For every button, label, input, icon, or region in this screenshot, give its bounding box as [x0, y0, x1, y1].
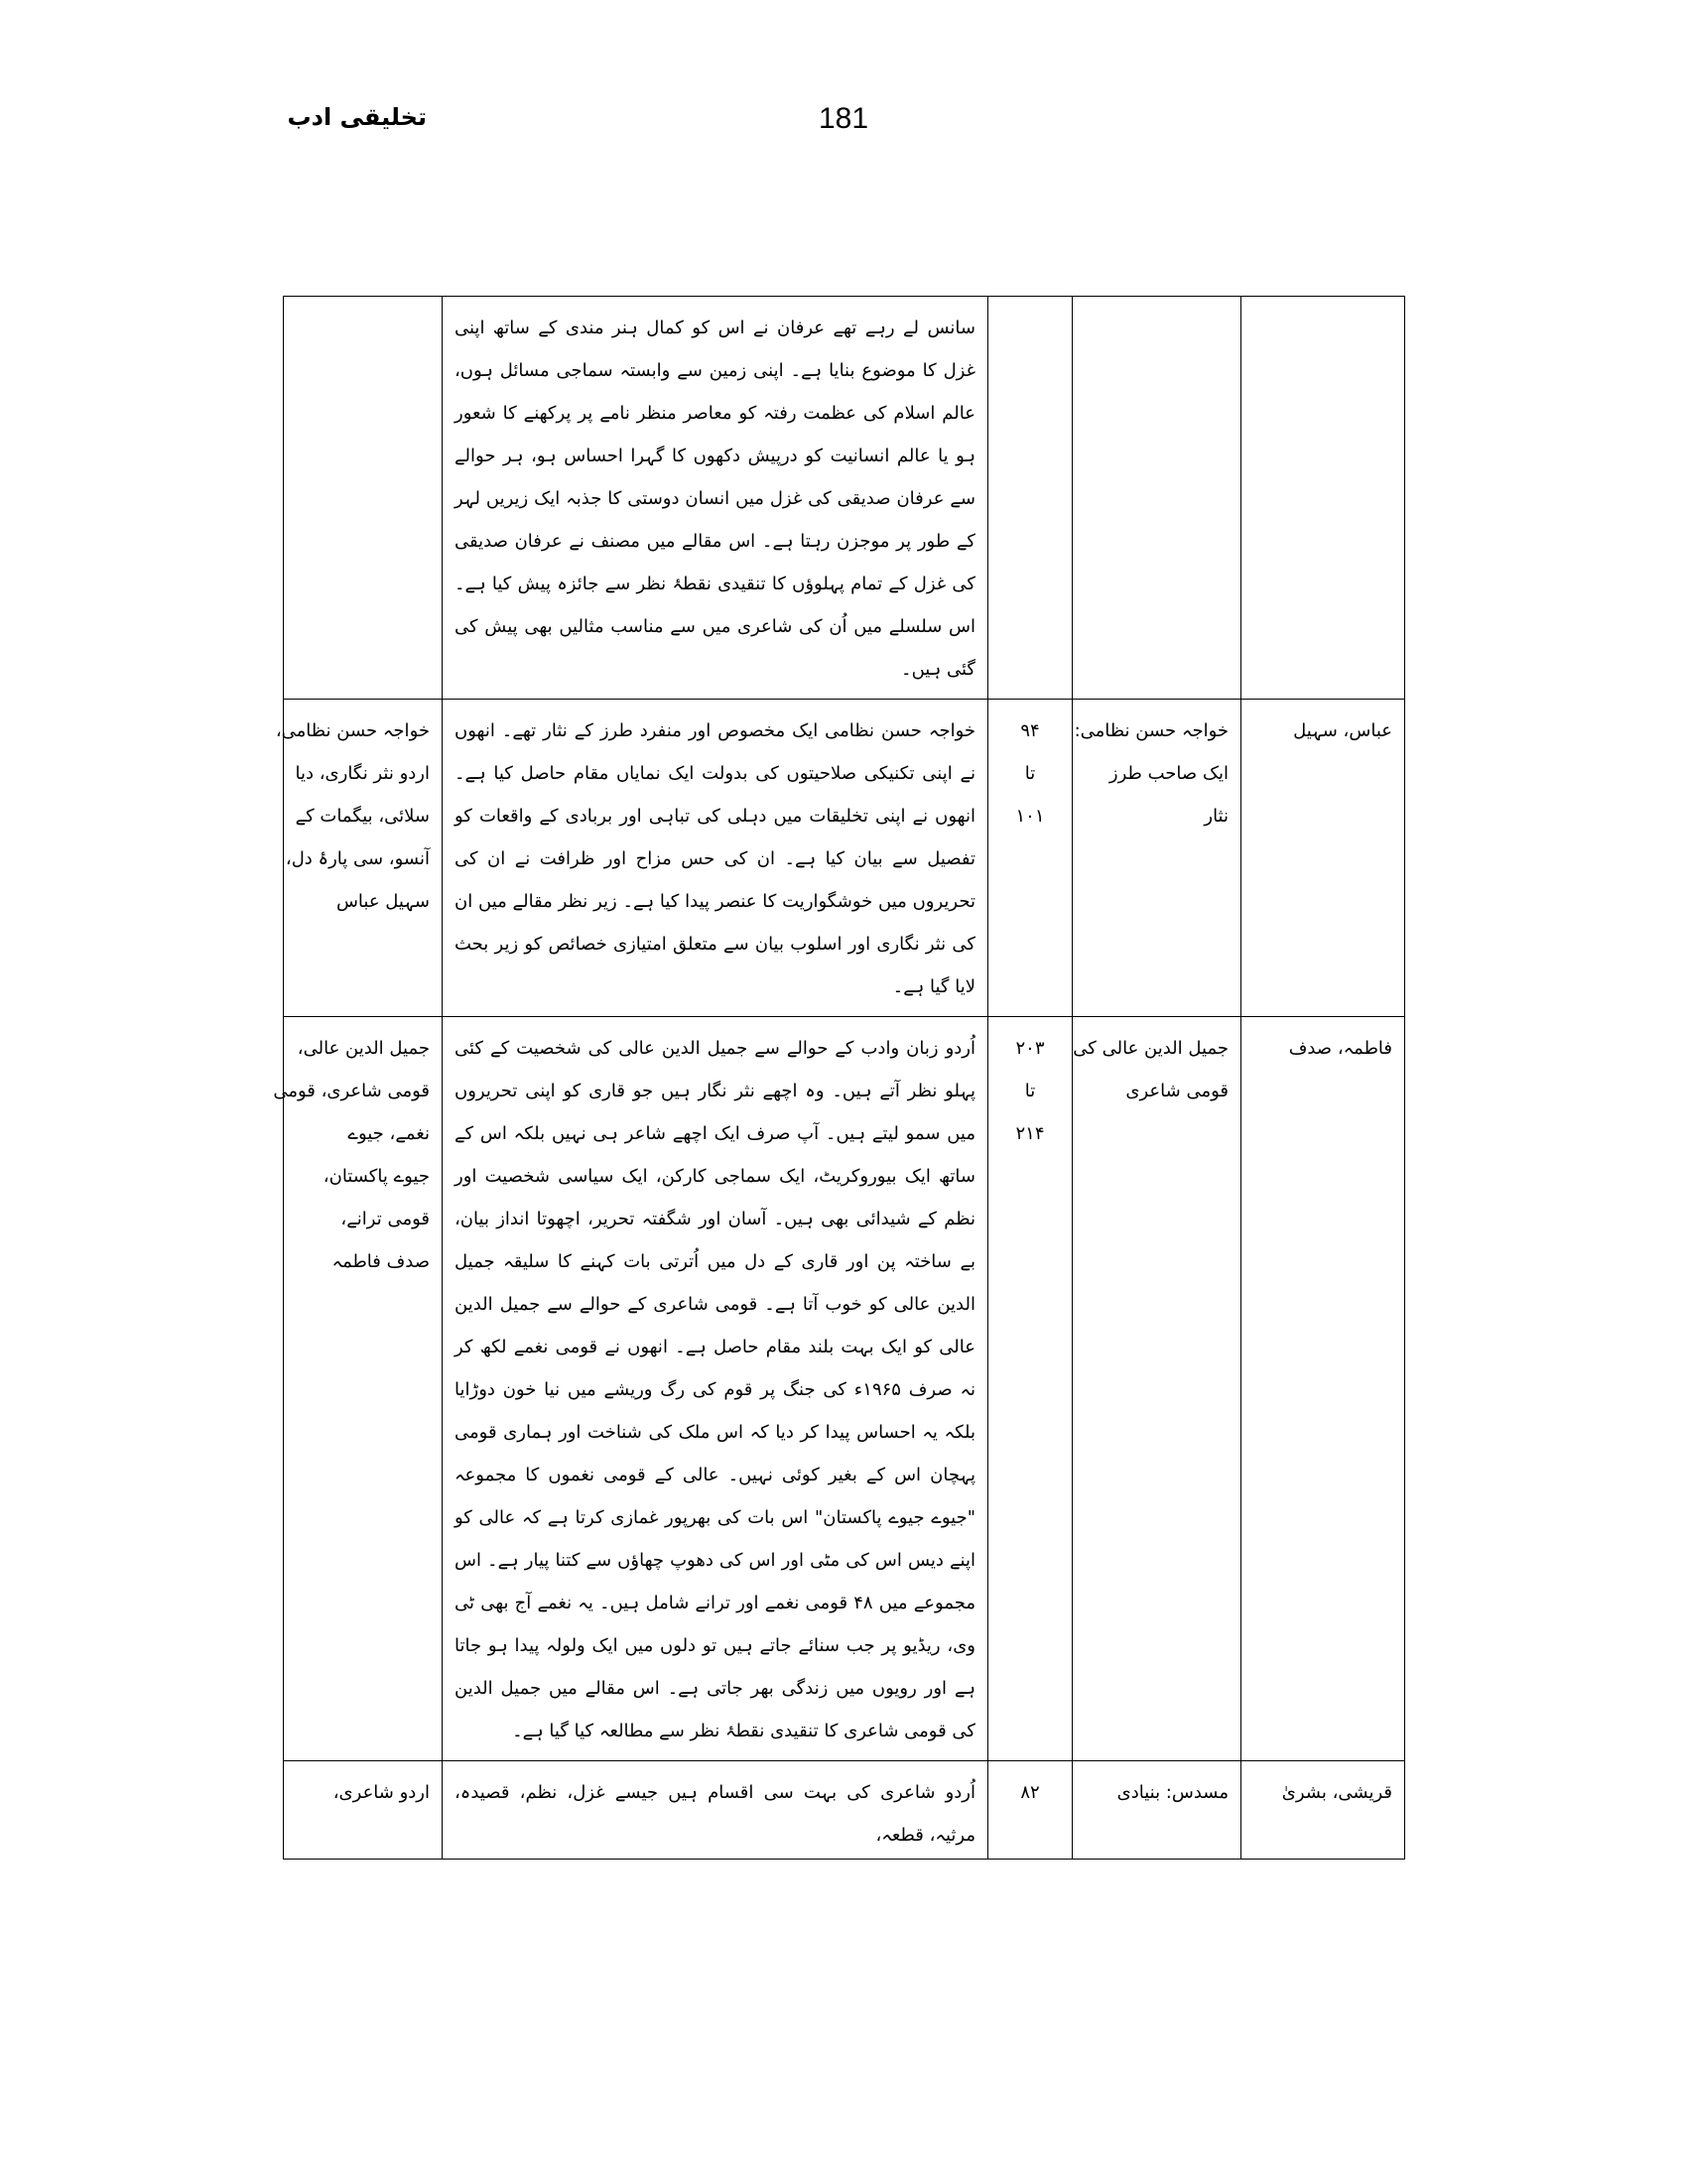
keywords-cell-line: سلائی، بیگمات کے [295, 806, 430, 827]
title-cell-line: ایک صاحب طرز [1108, 763, 1229, 784]
keywords-cell-line: سہیل عباس [335, 891, 430, 912]
summary-text: اُردو زبان وادب کے حوالے سے جمیل الدین عالی کی شخصیت کے کئی پہلو نظر آتے ہیں۔ وہ اچھے نثر نگار ہیں جو قاری کو اپنی تحریروں میں سمو لیتے ہیں۔ آپ صرف ایک اچھے شاعر ہی نہیں بلکہ اس کے ساتھ ایک بیوروکریٹ، ایک سماجی کارکن، ایک سیاسی شخصیت اور نظم کے شیدائی بھی ہیں۔ آسان اور شگفتہ تحریر، اچھوتا انداز بیان، بے ساختہ پن اور قاری کے دل میں اُترتی بات کہنے کا سلیقہ جمیل الدین عالی کو خوب آتا ہے۔ قومی شاعری کے حوالے سے جمیل الدین عالی کو ایک بہت بلند مقام حاصل ہے۔ انھوں نے قومی نغمے لکھ کر نہ صرف ۱۹۶۵ء کی جنگ پر قوم کی رگ وریشے میں نیا خون دوڑایا بلکہ یہ احساس پیدا کر دیا کہ اس ملک کی شناخت اور ہماری قومی پہچان اس کے بغیر کوئی نہیں۔ عالی کے قومی نغموں کا مجموعہ "جیوے جیوے پاکستان" اس بات کی بھرپور غمازی کرتا ہے کہ عالی کو اپنے دیس اس کی مٹی اور اس کی دھوپ چھاؤں سے کتنا پیار ہے۔ اس مجموعے میں ۴۸ قومی نغمے اور ترانے شامل ہیں۔ یہ نغمے آج بھی ٹی وی، ریڈیو پر جب سنائے جاتے ہیں تو دلوں میں ایک ولولہ پیدا ہو جاتا ہے اور رویوں میں زندگی بھر جاتی ہے۔ اس مقالے میں جمیل الدین کی قومی شاعری کا تنقیدی نقطۂ نظر سے مطالعہ کیا گیا ہے۔ [454, 1038, 976, 1741]
pages-cell-line: ۱۰۱ [1015, 806, 1045, 827]
keywords-cell [284, 1761, 443, 1860]
title-cell [1073, 1017, 1241, 1761]
keywords-cell-line: صدف فاطمہ [331, 1251, 430, 1272]
keywords-cell-line: قومی ترانے، [340, 1209, 430, 1229]
title-cell [1073, 297, 1241, 700]
author-name: عباس، سہیل [1293, 720, 1392, 741]
pages-cell-line: ۲۱۴ [1015, 1123, 1045, 1144]
pages-cell [988, 1017, 1073, 1761]
keywords-cell [273, 1017, 443, 1761]
index-table-body [273, 297, 1405, 1860]
author-cell [1241, 700, 1405, 1017]
keywords-cell-line: آنسو، سی پارۂ دل، [285, 848, 430, 869]
keywords-cell [284, 297, 443, 700]
title-cell [1073, 700, 1241, 1017]
author-cell [1241, 1761, 1405, 1860]
author-cell [1241, 1017, 1405, 1761]
keywords-cell-line: خواجہ حسن نظامی، [275, 720, 430, 741]
summary-cell [443, 1761, 988, 1860]
title-cell [1073, 1761, 1241, 1860]
pages-cell-line: تا [1024, 763, 1036, 784]
title-cell-line: خواجہ حسن نظامی: [1074, 720, 1229, 741]
summary-text: خواجہ حسن نظامی ایک مخصوص اور منفرد طرز کے نثار تھے۔ انھوں نے اپنی تکنیکی صلاحیتوں کی بدولت ایک نمایاں مقام حاصل کیا ہے۔ انھوں نے اپنی تخلیقات میں دہلی کی تباہی اور بربادی کے واقعات کو تفصیل سے بیان کیا ہے۔ ان کی حس مزاح اور ظرافت نے ان کی تحریروں میں خوشگواریت کا عنصر پیدا کیا ہے۔ زیر نظر مقالے میں ان کی نثر نگاری اور اسلوب بیان سے متعلق امتیازی خصائص کو زیر بحث لایا گیا ہے۔ [454, 720, 975, 997]
title-cell-line: نثار [1204, 806, 1229, 827]
pages-cell-line: ۸۲ [1020, 1782, 1040, 1803]
keywords-cell-line: جمیل الدین عالی، [297, 1038, 430, 1059]
keywords-cell-line: اردو شاعری، [332, 1782, 430, 1803]
table-row [284, 297, 1405, 700]
summary-text: سانس لے رہے تھے عرفان نے اس کو کمال ہنر مندی کے ساتھ اپنی غزل کا موضوع بنایا ہے۔ اپنی زمین سے وابستہ سماجی مسائل ہوں، عالم اسلام کی عظمت رفتہ کو معاصر منظر نامے پر پرکھنے کا شعور ہو یا عالم انسانیت کو درپیش دکھوں کا گہرا احساس ہو، ہر حوالے سے عرفان صدیقی کی غزل میں انسان دوستی کا جذبہ ایک زیریں لہر کے طور پر موجزن رہتا ہے۔ اس مقالے میں مصنف نے عرفان صدیقی کی غزل کے تمام پہلوؤں کا تنقیدی نقطۂ نظر سے جائزہ پیش کیا ہے۔ اس سلسلے میں اُن کی شاعری میں سے مناسب مثالیں بھی پیش کی گئی ہیں۔ [454, 318, 975, 680]
summary-text: اُردو شاعری کی بہت سی اقسام ہیں جیسے غزل، نظم، قصیدہ، مرثیہ، قطعہ، [454, 1782, 975, 1846]
pages-cell [988, 700, 1073, 1017]
pages-cell-line: ۲۰۳ [1015, 1038, 1045, 1059]
author-name: قریشی، بشریٰ [1281, 1782, 1392, 1803]
title-cell-line: مسدس: بنیادی [1116, 1782, 1229, 1803]
table-row [284, 1761, 1405, 1860]
pages-cell-line: ۹۴ [1020, 720, 1040, 741]
table-row [284, 700, 1405, 1017]
summary-cell [443, 1017, 988, 1761]
pages-cell [988, 297, 1073, 700]
page-number: 181 [818, 102, 869, 135]
keywords-cell [275, 700, 443, 1017]
keywords-cell-line: اردو نثر نگاری، دیا [295, 763, 430, 784]
summary-cell [443, 297, 988, 700]
table-row [284, 1017, 1405, 1761]
keywords-cell-line: نغمے، جیوے [347, 1123, 430, 1144]
keywords-cell-line: قومی شاعری، قومی [273, 1081, 430, 1101]
index-table [273, 296, 1405, 1860]
pages-cell [988, 1761, 1073, 1860]
summary-cell [443, 700, 988, 1017]
author-name: فاطمہ، صدف [1288, 1038, 1392, 1059]
keywords-cell-line: جیوے پاکستان، [323, 1166, 430, 1187]
journal-title: تخلیقی ادب [287, 103, 427, 131]
pages-cell-line: تا [1024, 1081, 1036, 1101]
author-cell [1241, 297, 1405, 700]
title-cell-line: قومی شاعری [1125, 1081, 1229, 1101]
title-cell-line: جمیل الدین عالی کی [1073, 1038, 1229, 1059]
